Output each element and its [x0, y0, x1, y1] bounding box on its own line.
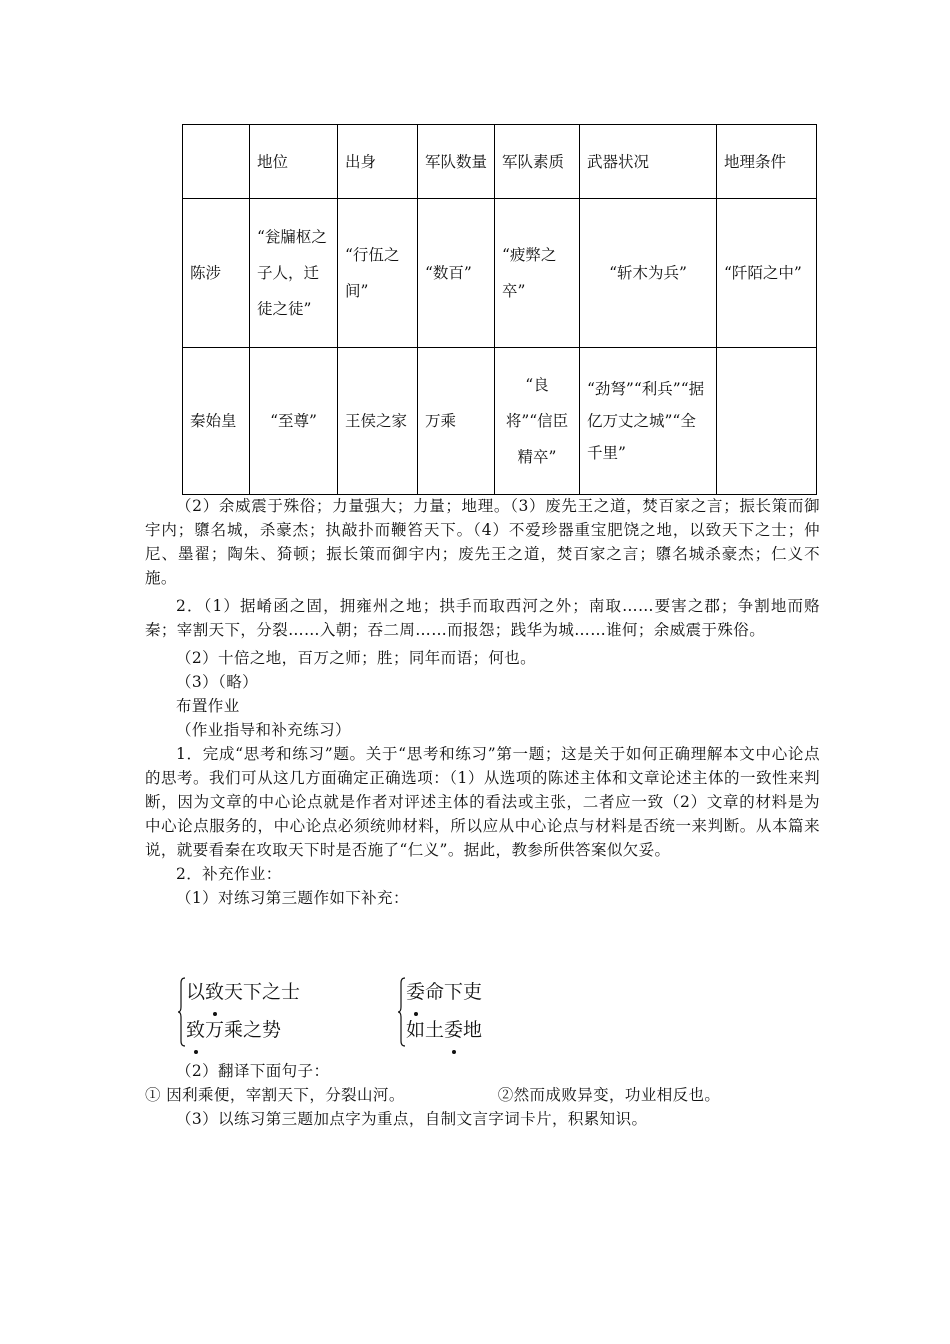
comparison-table — [182, 124, 817, 495]
table-cell: “至尊” — [250, 348, 338, 495]
table-cell — [717, 348, 817, 495]
table-row-label: 陈涉 — [183, 199, 250, 348]
paragraph: 1．完成“思考和练习”题。关于“思考和练习”第一题；这是关于如何正确理解本文中心论点的思考。我们可从这几方面确定正确选项：（1）从选项的陈述主体和文章论述主体的一致性来判断，因为文章的中心论点就是作者对评述主体的看法或主张，二者应一致（2）文章的材料是为中心论点服务的，中心论点必须统帅材料，所以应从中心论点与材料是否统一来判断。从本篇来说，就要看秦在攻取天下时是否施了“仁义”。据此，教参所供答案似欠妥。 — [145, 745, 820, 859]
paragraph: 2．（1）据崤函之固，拥雍州之地；拱手而取西河之外；南取……要害之郡；争割地而赂秦；宰割天下，分裂……入朝；吞二周……而报怨；践华为城……谁何；余威震于殊俗。 — [145, 597, 820, 639]
emphasis-dot-char: 致 — [205, 973, 224, 1011]
table-header-cell: 出身 — [338, 125, 418, 199]
emphasis-dot-char: 委 — [406, 973, 425, 1011]
body-text — [145, 494, 820, 910]
table-cell: “阡陌之中” — [717, 199, 817, 348]
sentence: ① 因利乘便，宰割天下，分裂山河。 — [145, 1086, 405, 1104]
sentence: ②然而成败异变，功业相反也。 — [497, 1086, 721, 1104]
table-header-cell: 军队数量 — [418, 125, 495, 199]
paragraph: （2）十倍之地，百万之师；胜；同年而语；何也。 — [176, 649, 537, 667]
table-row-label: 秦始皇 — [183, 348, 250, 495]
brace-group-left — [178, 973, 300, 1049]
paragraph: （作业指导和补充练习） — [176, 721, 351, 739]
emphasis-dot-char: 致 — [186, 1011, 205, 1049]
paragraph: （2）余威震于殊俗；力量强大；力量；地理。（3）废先王之道，焚百家之言；振长策而御宇内；隳名城，杀豪杰；执敲扑而鞭笞天下。（4）不爱珍器重宝肥饶之地，以致天下之士；仲尼、墨翟；陶朱、猗顿；振长策而御宇内；废先王之道，焚百家之言；隳名城杀豪杰；仁义不施。 — [145, 497, 820, 587]
brace-line: 委命下吏 — [398, 973, 482, 1011]
paragraph: （3）以练习第三题加点字为重点，自制文言字词卡片，积累知识。 — [176, 1110, 648, 1128]
brace-group-right — [398, 973, 482, 1049]
table-cell: “劲弩”“利兵”“据亿万丈之城”“全千里” — [580, 348, 717, 495]
table-header-cell: 地理条件 — [717, 125, 817, 199]
table-header-cell — [183, 125, 250, 199]
table-cell: “瓮牖枢之子人，迁徒之徒” — [250, 199, 338, 348]
table-cell: “疲弊之卒” — [495, 199, 580, 348]
table-header-cell: 武器状况 — [580, 125, 717, 199]
body-text-after — [145, 1059, 820, 1131]
brace-line: 以致天下之士 — [178, 973, 300, 1011]
table-cell: “行伍之间” — [338, 199, 418, 348]
section-heading: 布置作业 — [176, 697, 240, 715]
table-cell: “斩木为兵” — [580, 199, 717, 348]
table-header-row — [183, 125, 817, 199]
emphasis-dot-char: 委 — [444, 1011, 463, 1049]
table-row — [183, 199, 817, 348]
table-cell: 万乘 — [418, 348, 495, 495]
paragraph: （2）翻译下面句子： — [176, 1062, 330, 1080]
table-row — [183, 348, 817, 495]
paragraph: 2．补充作业： — [176, 865, 282, 883]
translation-sentences — [145, 1083, 820, 1107]
brace-line: 致万乘之势 — [178, 1011, 300, 1049]
table-cell: “良将”“信臣精卒” — [495, 348, 580, 495]
table-cell: 王侯之家 — [338, 348, 418, 495]
table-header-cell: 军队素质 — [495, 125, 580, 199]
table-header-cell: 地位 — [250, 125, 338, 199]
brace-line: 如土委地 — [398, 1011, 482, 1049]
paragraph: （1）对练习第三题作如下补充： — [176, 889, 409, 907]
table-cell: “数百” — [418, 199, 495, 348]
paragraph: （3）（略） — [176, 673, 259, 691]
